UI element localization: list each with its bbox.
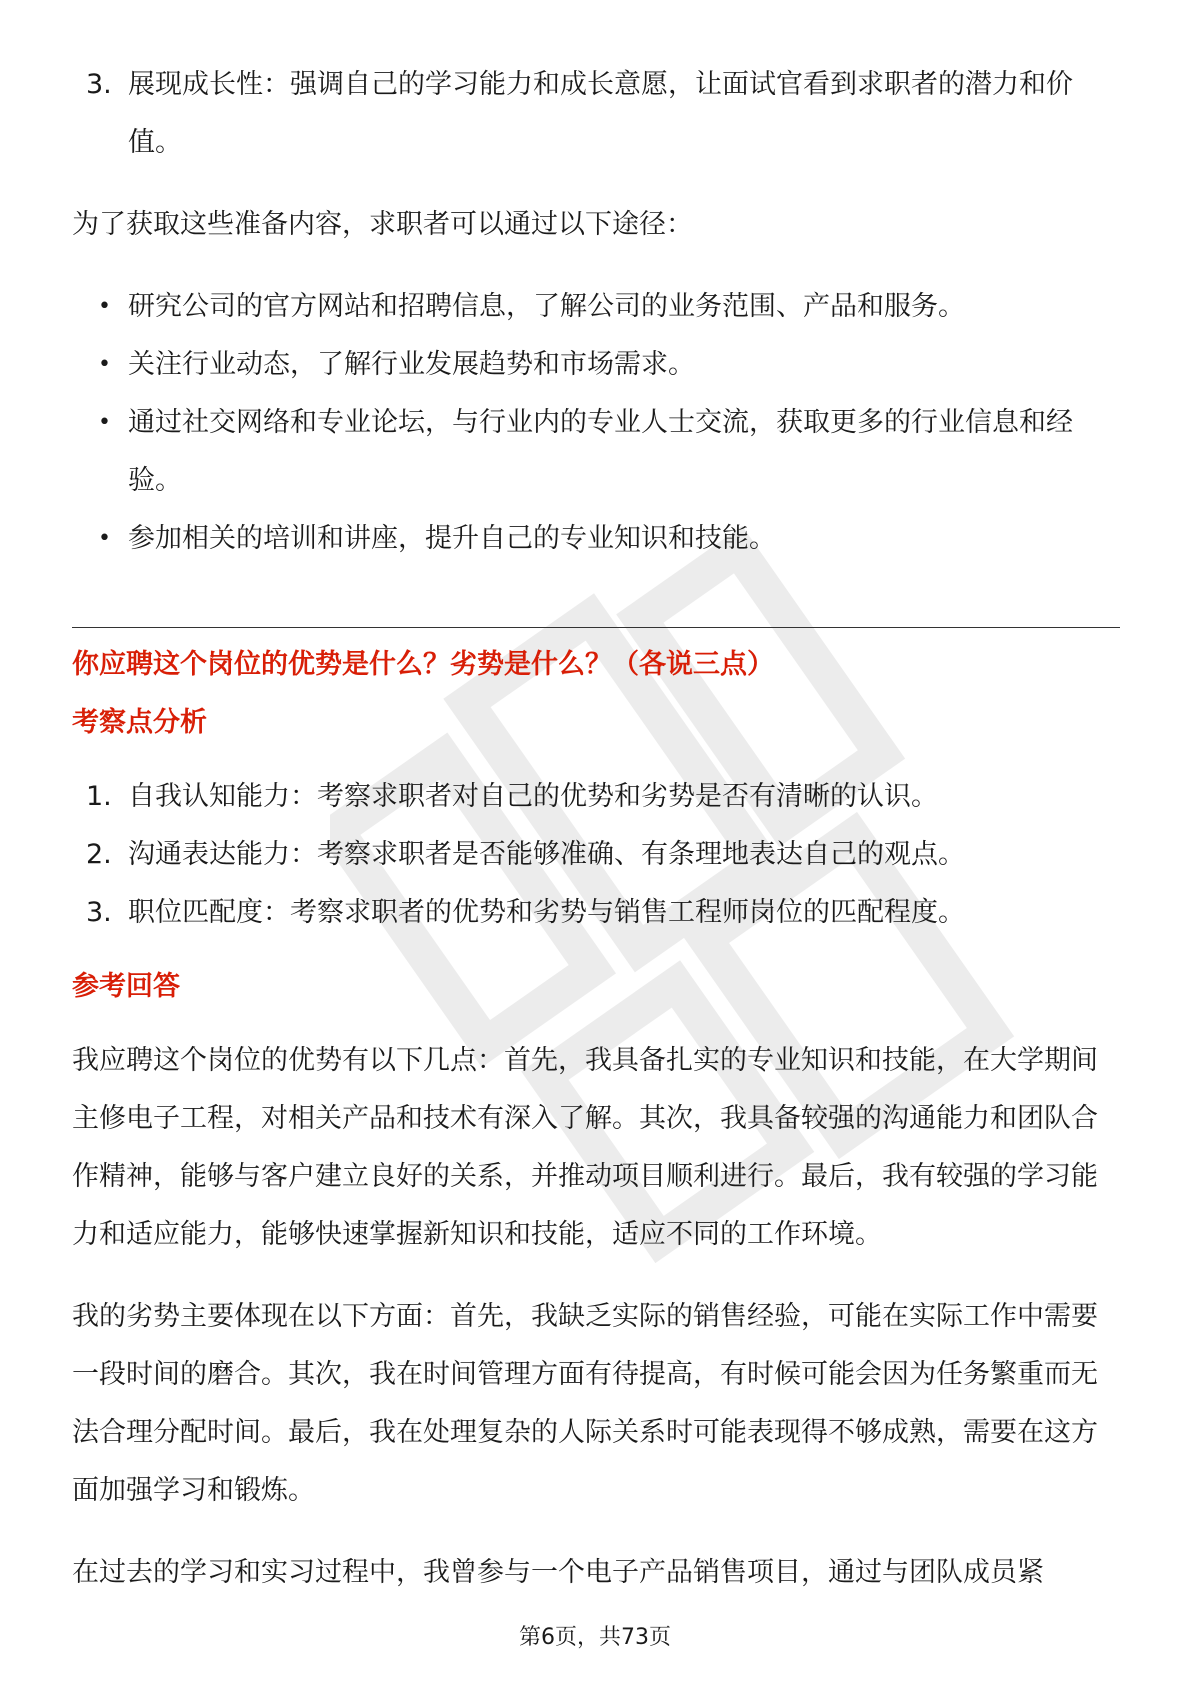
question-section <box>72 636 1120 1602</box>
list-number: 3. <box>86 897 112 928</box>
question-title: 你应聘这个岗位的优势是什么？劣势是什么？（各说三点） <box>72 649 774 680</box>
bullet-icon: • <box>98 294 111 319</box>
list-item-text: 研究公司的官方网站和招聘信息，了解公司的业务范围、产品和服务。 <box>128 291 965 322</box>
list-item <box>72 56 1120 172</box>
answer-paragraph: 在过去的学习和实习过程中，我曾参与一个电子产品销售项目，通过与团队成员紧 <box>72 1557 1044 1588</box>
list-item <box>72 510 1120 568</box>
strategy-list <box>72 56 1120 172</box>
list-item-text: 自我认知能力：考察求职者对自己的优势和劣势是否有清晰的认识。 <box>128 781 938 812</box>
analysis-heading: 考察点分析 <box>72 707 207 738</box>
list-item-text: 沟通表达能力：考察求职者是否能够准确、有条理地表达自己的观点。 <box>128 839 965 870</box>
answer-paragraph: 我的劣势主要体现在以下方面：首先，我缺乏实际的销售经验，可能在实际工作中需要一段时间的磨合。其次，我在时间管理方面有待提高，有时候可能会因为任务繁重而无法合理分配时间。最后，我在处理复杂的人际关系时可能表现得不够成熟，需要在这方面加强学习和锻炼。 <box>72 1301 1098 1506</box>
analysis-list <box>72 768 1120 942</box>
answer-paragraph: 我应聘这个岗位的优势有以下几点：首先，我具备扎实的专业知识和技能，在大学期间主修电子工程，对相关产品和技术有深入了解。其次，我具备较强的沟通能力和团队合作精神，能够与客户建立良好的关系，并推动项目顺利进行。最后，我有较强的学习能力和适应能力，能够快速掌握新知识和技能，适应不同的工作环境。 <box>72 1045 1098 1250</box>
page-number: 第6页，共73页 <box>519 1625 671 1650</box>
list-item-text: 展现成长性：强调自己的学习能力和成长意愿，让面试官看到求职者的潜力和价值。 <box>128 69 1073 158</box>
list-item <box>72 394 1120 510</box>
bullet-icon: • <box>98 410 111 435</box>
list-number: 2. <box>86 839 112 870</box>
list-item-text: 通过社交网络和专业论坛，与行业内的专业人士交流，获取更多的行业信息和经验。 <box>128 407 1073 496</box>
list-number: 3. <box>86 69 112 100</box>
intro-paragraph: 为了获取这些准备内容，求职者可以通过以下途径： <box>72 209 693 240</box>
list-item <box>72 884 1120 942</box>
answer-heading: 参考回答 <box>72 971 180 1002</box>
list-item-text: 关注行业动态，了解行业发展趋势和市场需求。 <box>128 349 695 380</box>
top-section <box>72 56 1120 568</box>
list-item-text: 职位匹配度：考察求职者的优势和劣势与销售工程师岗位的匹配程度。 <box>128 897 965 928</box>
list-number: 1. <box>86 781 112 812</box>
list-item <box>72 768 1120 826</box>
list-item-text: 参加相关的培训和讲座，提升自己的专业知识和技能。 <box>128 523 776 554</box>
list-item <box>72 826 1120 884</box>
bullet-icon: • <box>98 352 111 377</box>
list-item <box>72 278 1120 336</box>
bullet-icon: • <box>98 526 111 551</box>
section-divider <box>72 627 1120 628</box>
list-item <box>72 336 1120 394</box>
channel-bullet-list <box>72 278 1120 568</box>
